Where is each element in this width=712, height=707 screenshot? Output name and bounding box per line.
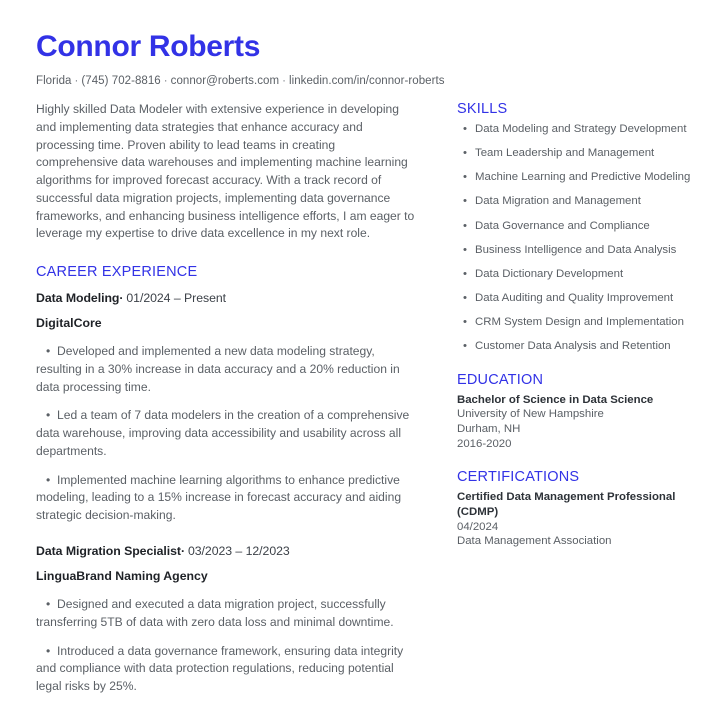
contact-linkedin[interactable]: linkedin.com/in/connor-roberts [288,75,445,87]
resume-header [0,30,712,87]
bullet-icon: • [463,219,467,232]
contact-location: Florida [36,75,72,87]
job-bullet-text: Introduced a data governance framework, ensuring data integrity and compliance with data protection regulations, reducing potential legal risks by 25%. [36,643,404,694]
professional-summary: Highly skilled Data Modeler with extensive experience in developing and implementing data strategies that enhance accuracy and processing time. Proven ability to lead teams in creating comprehensive data warehouses and implementing machine learning algorithms for improved forecast accuracy. With a track record of successful data migration projects, implementing data governance frameworks, and enhancing business intelligence efforts, I am eager to leverage my expertise to drive data excellence in my next role. [36,102,415,241]
job-bullet-text: Designed and executed a data migration project, successfully transferring 5TB of data with zero data loss and minimal downtime. [36,597,394,629]
bullet-icon: • [463,123,467,135]
skill-item [457,267,698,282]
job-bullet-list [36,343,419,525]
bullet-icon: • [463,147,467,160]
skill-item [457,315,698,330]
job-bullet [36,643,419,696]
job-title: Data Migration Specialist [36,544,181,559]
experience-entry [36,291,419,525]
skill-item [457,170,698,185]
skill-item [457,219,698,234]
bullet-icon: • [463,316,467,329]
bullet-icon: • [463,243,467,256]
certification-entry [457,490,698,549]
skill-item [457,146,698,161]
contact-email[interactable]: connor@roberts.com [170,75,280,87]
contact-line [36,75,676,87]
bullet-icon: • [463,171,467,184]
job-dates: 01/2024 – Present [126,291,227,306]
skill-label: Data Governance and Compliance [475,219,650,232]
job-bullet [36,343,419,396]
section-heading-education: EDUCATION [457,371,544,388]
sidebar-column [455,101,712,549]
certification-date: 04/2024 [457,520,499,533]
candidate-name: Connor Roberts [36,30,261,63]
skill-label: Customer Data Analysis and Retention [475,340,671,353]
skill-item [457,339,698,354]
education-institution: University of New Hampshire [457,408,604,421]
contact-phone: (745) 702-8816 [81,75,161,87]
education-degree: Bachelor of Science in Data Science [457,393,654,406]
job-bullet [36,407,419,460]
company-name: DigitalCore [36,316,102,331]
experience-entry [36,544,419,696]
skill-item [457,122,698,137]
job-dates: 03/2023 – 12/2023 [187,544,290,559]
bullet-icon: • [463,292,467,305]
contact-separator-2: · [163,75,168,87]
resume-body-columns [0,101,712,707]
job-title-line [36,291,419,305]
skill-label: Machine Learning and Predictive Modeling [475,171,691,184]
job-title: Data Modeling [36,291,120,306]
section-heading-career-experience: CAREER EXPERIENCE [36,264,198,281]
skill-label: Team Leadership and Management [475,147,655,160]
bullet-icon: • [46,472,51,487]
job-bullet-list [36,596,419,696]
skill-item [457,194,698,209]
job-title-separator: · [180,544,185,559]
bullet-icon: • [463,195,467,208]
skill-label: Data Modeling and Strategy Development [475,123,687,135]
skill-label: Data Migration and Management [475,195,641,208]
certification-name: Certified Data Management Professional (CDMP) [457,490,676,518]
education-dates: 2016-2020 [457,438,512,451]
job-bullet [36,596,419,632]
skill-label: Data Dictionary Development [475,267,624,280]
bullet-icon: • [46,344,51,359]
job-bullet-text: Led a team of 7 data modelers in the creation of a comprehensive data warehouse, improving data accessibility and usability across all departments. [36,408,410,458]
job-bullet-text: Developed and implemented a new data modeling strategy, resulting in a 30% increase in data accuracy and a 20% reduction in data processing time. [36,344,400,394]
skill-item [457,291,698,306]
bullet-icon: • [46,643,51,658]
contact-separator-1: · [74,75,79,87]
bullet-icon: • [46,597,51,612]
skill-label: CRM System Design and Implementation [475,316,684,329]
section-heading-skills: SKILLS [457,101,508,117]
skill-item [457,243,698,258]
bullet-icon: • [463,340,467,353]
education-entry [457,393,698,452]
certification-issuer: Data Management Association [457,535,612,548]
skill-label: Data Auditing and Quality Improvement [475,292,674,305]
skill-label: Business Intelligence and Data Analysis [475,243,677,256]
section-heading-certifications: CERTIFICATIONS [457,468,580,485]
bullet-icon: • [463,267,467,280]
job-bullet-text: Implemented machine learning algorithms to enhance predictive modeling, leading to a 15% increase in forecast accuracy and aiding strategic decision-making. [36,472,402,523]
bullet-icon: • [46,408,51,423]
education-location: Durham, NH [457,423,521,436]
skills-list [457,122,698,355]
main-column [0,101,455,707]
company-name: LinguaBrand Naming Agency [36,569,208,584]
job-title-line [36,544,419,558]
contact-separator-3: · [282,75,286,87]
job-title-separator: · [119,291,123,306]
job-bullet [36,472,419,525]
